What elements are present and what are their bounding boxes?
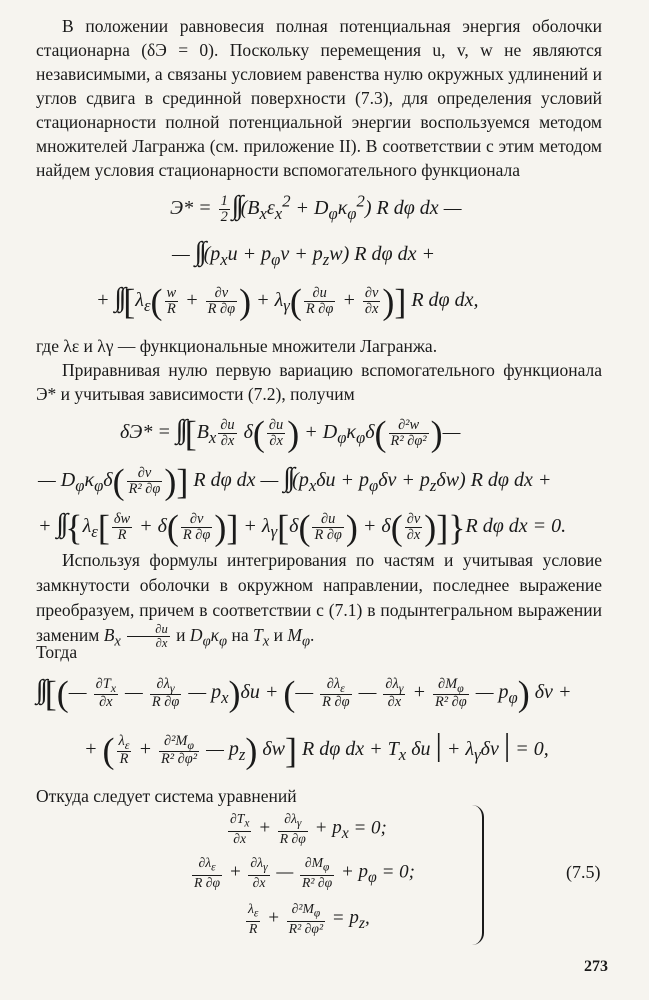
equation-result-line1: ∫∫[(— $\frac{\partial T_x}{\partial x}$ — $\frac{\partial\lambda_\gamma}{R \partial\varphi}$ — $p_x)\delta u$ + (— $\frac{\partial\lambda_\varepsilon}{R \partial\varphi}$ — $\frac{\partial\lambda_\gamma}{\partial x}$ + $\frac{\partial M_\varphi}{\text{R² ∂φ}}$ — $p_\varphi$) δv + bbox=[36, 673, 572, 714]
paragraph-integration: Используя формулы интегрирования по частям и учитывая условие замкнутости оболочки в окружном направлении, последнее выражение преобразуем, причем в соответствии с (7.1) в подынтегральном выражении заменим $B_x$ $\frac{\partial u}{\partial x}$ и $D_\varphi\kappa_\varphi$ на $T_x$ и $M_\varphi$. bbox=[36, 550, 602, 651]
system-brace bbox=[472, 805, 484, 945]
equation-number: (7.5) bbox=[566, 862, 601, 882]
system-equation-1: $\frac{\partial T_x}{\partial x}$ + $\frac{\partial\lambda_\gamma}{R \partial\varphi}$ + $p_x = 0$; bbox=[230, 811, 387, 846]
equation-functional-line1: Э* = $\frac{1}{2}$ $\int\int(B_x\varepsilon_x^2 + D_\varphi\kappa_\varphi^2)$ R dφ dx — bbox=[170, 190, 462, 225]
equation-result-line2: + ( $\frac{\lambda_\varepsilon}{R}$ + $\frac{\partial^2M_\varphi}{\text{R² ∂φ²}}$ — $p_z$) δw] R dφ dx + $T_x$ δu | + $\lambda_\gamma\delta v$ | = 0, bbox=[84, 726, 549, 771]
system-equation-3: $\frac{\lambda_\varepsilon}{R}$ + $\frac{\partial^2M_\varphi}{\text{R² ∂φ²}}$ = $p_z$, bbox=[248, 901, 370, 936]
paragraph-lagrange: где λε и λγ — функциональные множители Лагранжа. bbox=[36, 336, 438, 356]
equation-variation-line2: — $D_\varphi\kappa_\varphi\delta$( $\frac{\partial v}{\text{R² ∂φ}}$ )] R dφ dx — $\int\int(p_x\delta u + p_\varphi\delta v + p_z\delta w)$ R dφ dx + bbox=[38, 461, 552, 502]
system-equation-2: $\frac{\partial\lambda_\varepsilon}{R \partial\varphi}$ + $\frac{\partial\lambda_\gamma}{\partial x}$ — $\frac{\partial M_\varphi}{\text{R² ∂φ}}$ + $p_\varphi = 0$; bbox=[194, 855, 415, 890]
paragraph-then: Тогда bbox=[36, 642, 78, 662]
equation-variation-line3: + $\int\int\{\lambda_\varepsilon$[ $\frac{\delta w}{R}$ + δ( $\frac{\partial v}{R \partial\varphi}$ )] + $\lambda_\gamma[\delta$( $\frac{\partial u}{R \partial\varphi}$ ) + δ( $\frac{\partial v}{\partial x}$ )]}R dφ dx = 0. bbox=[38, 507, 567, 548]
equation-variation-line1: $\delta Э* = \int\int[B_x$ $\frac{\partial u}{\partial x}$ δ( $\frac{\partial u}{\partial x}$ ) + $D_\varphi\kappa_\varphi\delta$( $\frac{\text{∂²w}}{\text{R² ∂φ²}}$ )— bbox=[120, 413, 461, 454]
paragraph-intro: В положении равновесия полная потенциальная энергия оболочки стационарна (δЭ = 0). Поскольку перемещения u, v, w не являются независимыми, а связаны условием равенства нулю окружных удлинений и углов сдвига в срединной поверхности (7.3), для определения условий стационарности полной потенциальной энергии воспользуемся методом множителей Лагранжа (см. приложение II). В соответствии с этим методом найдем условия стационарности вспомогательного функционала bbox=[36, 16, 602, 180]
paragraph-variation: Приравнивая нулю первую вариацию вспомогательного функционала Э* и учитывая зависимости (7.2), получим bbox=[36, 360, 602, 404]
page-number: 273 bbox=[584, 958, 608, 975]
paragraph-system: Откуда следует система уравнений bbox=[36, 786, 297, 806]
equation-functional-line3: + $\int\int[\lambda_\varepsilon$( $\frac{w}{R}$ + $\frac{\partial v}{R \partial\varphi}$ ) + $\lambda_\gamma$( $\frac{\partial u}{R \partial\varphi}$ + $\frac{\partial v}{\partial x}$ )] R dφ dx, bbox=[96, 281, 479, 322]
equation-functional-line2: — $\int\int(p_xu + p_\varphi v + p_zw)$ R dφ dx + bbox=[172, 236, 435, 269]
